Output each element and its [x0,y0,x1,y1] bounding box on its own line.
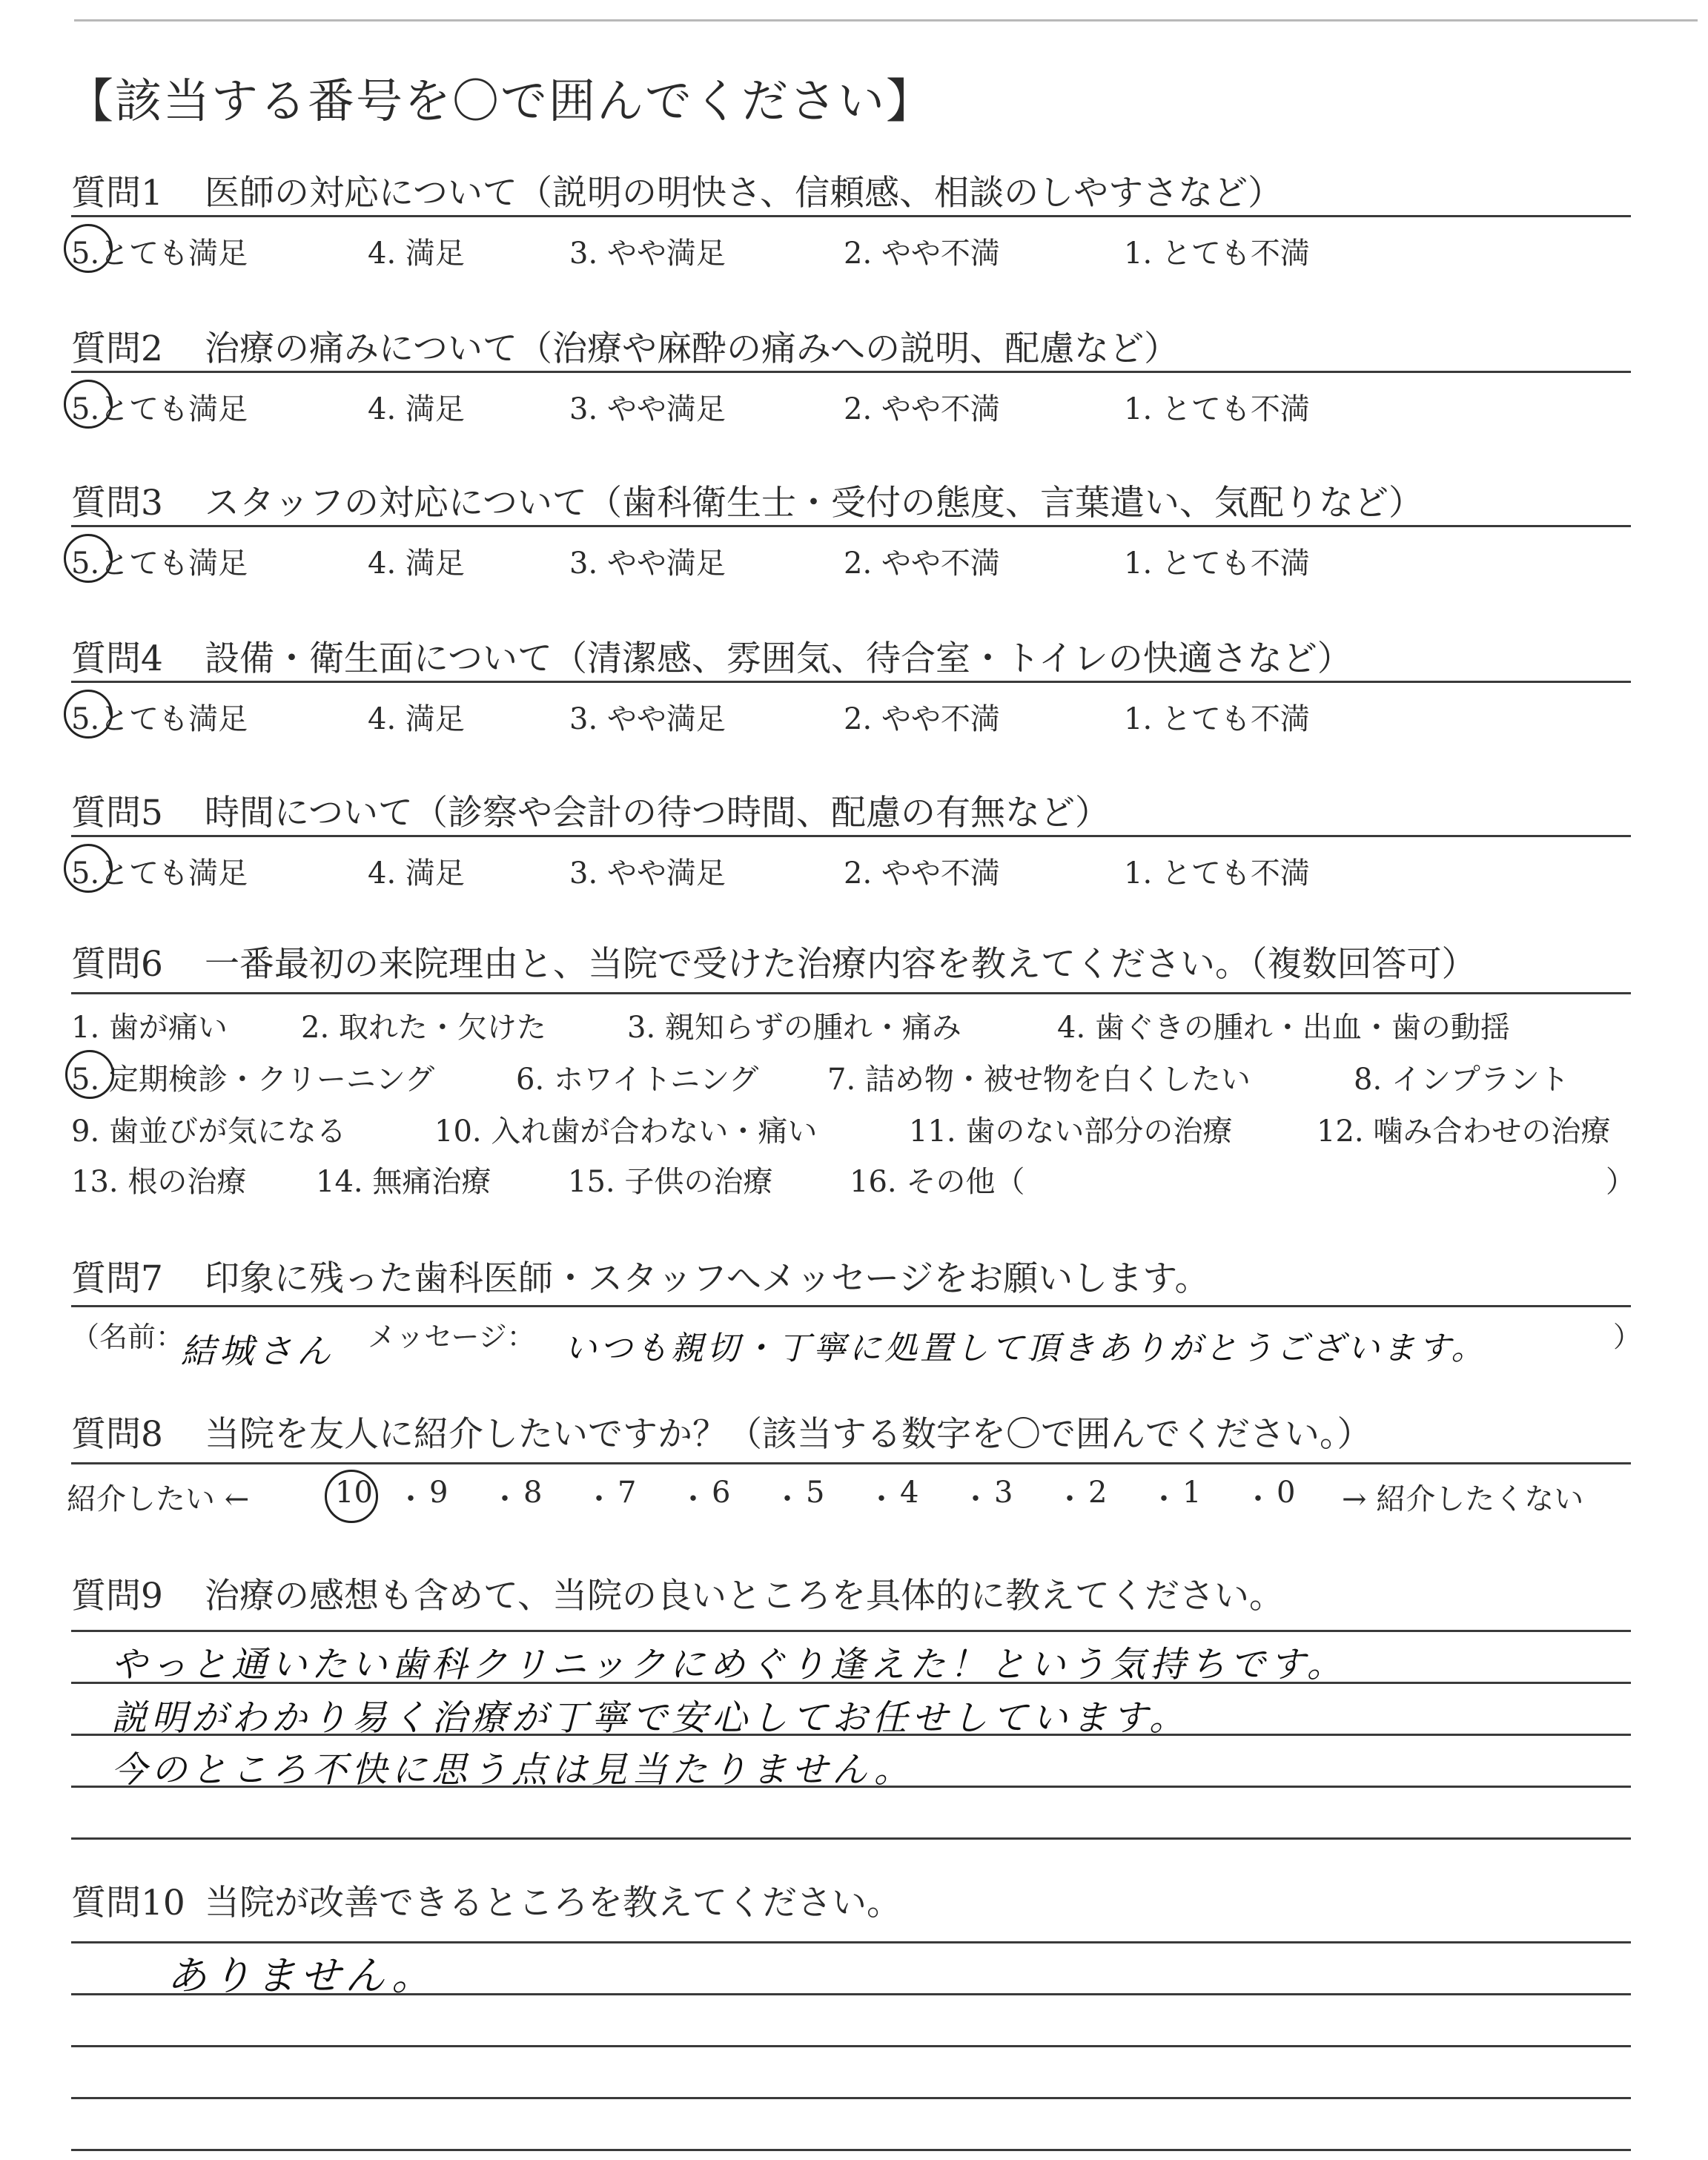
question-title: スタッフの対応について（歯科衛生士・受付の態度、言葉遣い、気配りなど） [205,483,1424,524]
message-label: メッセージ： [368,1321,535,1353]
handwritten-answer-line: 説明がわかり易く治療が丁寧で安心してお任せしています。 [111,1697,1190,1739]
q6-option[interactable]: 12. 噛み合わせの治療 [1317,1114,1611,1149]
question-3 [71,479,1628,528]
scale-separator: ・ [584,1482,614,1516]
question-number: 質問6 [71,944,163,985]
writing-line [71,2097,1631,2099]
scale-left-label: 紹介したい ← [67,1482,250,1516]
handwritten-message: いつも親切・丁寧に処置して頂きありがとうございます。 [564,1330,1487,1367]
question-title: 治療の痛みについて（治療や麻酔の痛みへの説明、配慮など） [205,328,1179,369]
q6-option[interactable]: 11. 歯のない部分の治療 [909,1114,1233,1149]
q6-option[interactable]: 15. 子供の治療 [568,1165,773,1199]
question-title: 設備・衛生面について（清潔感、雰囲気、待合室・トイレの快適さなど） [205,638,1352,679]
question-number: 質問2 [71,328,163,369]
q6-option[interactable]: 13. 根の治療 [71,1165,247,1199]
q6-option[interactable]: 4. 歯ぐきの腫れ・出血・歯の動揺 [1057,1011,1510,1045]
q6-option[interactable]: 14. 無痛治療 [316,1165,491,1199]
q6-option[interactable]: 1. 歯が痛い [71,1011,228,1045]
close-paren: ） [1613,1321,1642,1353]
q6-option[interactable]: ） [1606,1165,1635,1199]
q6-option[interactable]: 10. 入れ歯が合わない・痛い [434,1114,818,1149]
question-title: 医師の対応について（説明の明快さ、信頼感、相談のしやすさなど） [205,173,1283,214]
rating-option[interactable]: 1. とても不満 [1124,546,1310,581]
question-rule [71,992,1631,994]
writing-line [71,2045,1631,2047]
question-rule [71,1305,1631,1307]
rating-option[interactable]: 5.とても満足 [71,856,248,891]
question-rule [71,1462,1631,1464]
rating-option[interactable]: 4. 満足 [368,546,465,581]
rating-option[interactable]: 3. やや満足 [569,392,726,426]
scale-separator: ・ [867,1482,896,1516]
scale-separator: ・ [396,1482,426,1516]
question-number: 質問8 [71,1414,163,1455]
q6-option[interactable]: 7. 詰め物・被せ物を白くしたい [827,1063,1251,1097]
rating-option[interactable]: 3. やや満足 [569,856,726,891]
question-10 [71,1879,1628,1928]
question-rule [71,215,1631,217]
form-header: 【該当する番号を〇で囲んでください】 [67,74,934,128]
question-title: 印象に残った歯科医師・スタッフへメッセージをお願いします。 [205,1258,1210,1299]
scale-number[interactable]: 8 [523,1476,543,1510]
selection-circle [64,534,113,583]
question-4 [71,635,1628,684]
question-title: 当院を友人に紹介したいですか？（該当する数字を〇で囲んでください。） [205,1414,1372,1455]
scale-number[interactable]: 5 [806,1476,825,1510]
handwritten-answer-line: やっと通いたい歯科クリニックにめぐり逢えた！という気持ちです。 [111,1644,1347,1685]
rating-option[interactable]: 1. とても不満 [1124,392,1310,426]
scale-separator: ・ [961,1482,990,1516]
q6-option[interactable]: 2. 取れた・欠けた [301,1011,546,1045]
scale-number[interactable]: 3 [994,1476,1013,1510]
scale-separator: ・ [1149,1482,1179,1516]
recommend-scale [67,1476,1638,1516]
question-rule [71,371,1631,373]
top-border [74,19,1698,22]
selection-circle [325,1470,378,1523]
rating-option[interactable]: 1. とても不満 [1124,856,1310,891]
question-5 [71,789,1628,838]
question-title: 当院が改善できるところを教えてください。 [205,1883,901,1923]
q6-option[interactable]: 8. インプラント [1354,1063,1569,1097]
scale-number[interactable]: 1 [1182,1476,1202,1510]
scale-separator: ・ [1055,1482,1085,1516]
rating-option[interactable]: 4. 満足 [368,702,465,736]
question-number: 質問10 [71,1883,185,1923]
rating-option[interactable]: 2. やや不満 [844,237,1000,271]
question-title: 一番最初の来院理由と、当院で受けた治療内容を教えてください。（複数回答可） [205,944,1477,985]
selection-circle [64,690,113,739]
question-8 [71,1410,1628,1459]
question-rule [71,835,1631,837]
scale-separator: ・ [678,1482,708,1516]
scale-number[interactable]: 0 [1277,1476,1296,1510]
rating-option[interactable]: 5.とても満足 [71,546,248,581]
question-number: 質問1 [71,173,163,214]
rating-option[interactable]: 3. やや満足 [569,237,726,271]
question-number: 質問7 [71,1258,163,1299]
q6-option[interactable]: 5. 定期検診・クリーニング [71,1063,435,1097]
selection-circle [65,1050,114,1099]
question-title: 治療の感想も含めて、当院の良いところを具体的に教えてください。 [205,1576,1285,1616]
writing-line [71,1630,1631,1632]
question-title: 時間について（診察や会計の待つ時間、配慮の有無など） [205,793,1110,833]
rating-option[interactable]: 5.とても満足 [71,237,248,271]
rating-option[interactable]: 2. やや不満 [844,702,1000,736]
rating-option[interactable]: 3. やや満足 [569,702,726,736]
scale-right-label: → 紹介したくない [1342,1482,1584,1516]
scale-number[interactable]: 6 [712,1476,731,1510]
question-rule [71,681,1631,683]
question-1 [71,169,1628,218]
question-rule [71,525,1631,527]
rating-option[interactable]: 4. 満足 [368,392,465,426]
rating-option[interactable]: 2. やや不満 [844,856,1000,891]
question-6 [71,940,1628,989]
question-number: 質問3 [71,483,163,524]
question-9 [71,1572,1628,1621]
rating-option[interactable]: 3. やや満足 [569,546,726,581]
writing-line [71,2149,1631,2151]
scale-separator: ・ [490,1482,520,1516]
handwritten-answer-line: ありません。 [167,1952,437,1999]
scale-number[interactable]: 10 [335,1476,373,1510]
rating-option[interactable]: 2. やや不満 [844,392,1000,426]
handwritten-name: 結城さん [181,1331,335,1371]
selection-circle [64,844,113,893]
rating-option[interactable]: 5.とても満足 [71,392,248,426]
rating-option[interactable]: 2. やや不満 [844,546,1000,581]
question-number: 質問9 [71,1576,163,1616]
scale-number[interactable]: 4 [900,1476,919,1510]
rating-option[interactable]: 1. とても不満 [1124,702,1310,736]
scale-separator: ・ [772,1482,802,1516]
question-number: 質問4 [71,638,163,679]
rating-option[interactable]: 1. とても不満 [1124,237,1310,271]
writing-line [71,1941,1631,1943]
question-number: 質問5 [71,793,163,833]
question-7 [71,1255,1628,1304]
rating-option[interactable]: 4. 満足 [368,237,465,271]
selection-circle [64,380,113,429]
q6-option[interactable]: 9. 歯並びが気になる [71,1114,346,1149]
rating-option[interactable]: 4. 満足 [368,856,465,891]
scale-number[interactable]: 9 [429,1476,448,1510]
handwritten-answer-line: 今のところ不快に思う点は見当たりません。 [111,1749,914,1791]
question-2 [71,325,1628,374]
rating-option[interactable]: 5.とても満足 [71,702,248,736]
q6-option[interactable]: 3. 親知らずの腫れ・痛み [627,1011,961,1045]
selection-circle [64,224,113,273]
name-label: （名前： [71,1321,185,1353]
writing-line [71,1837,1631,1840]
q6-option[interactable]: 16. その他（ [850,1165,1025,1199]
scale-number[interactable]: 7 [618,1476,637,1510]
scale-separator: ・ [1243,1482,1273,1516]
q6-option[interactable]: 6. ホワイトニング [516,1063,759,1097]
scale-number[interactable]: 2 [1088,1476,1108,1510]
